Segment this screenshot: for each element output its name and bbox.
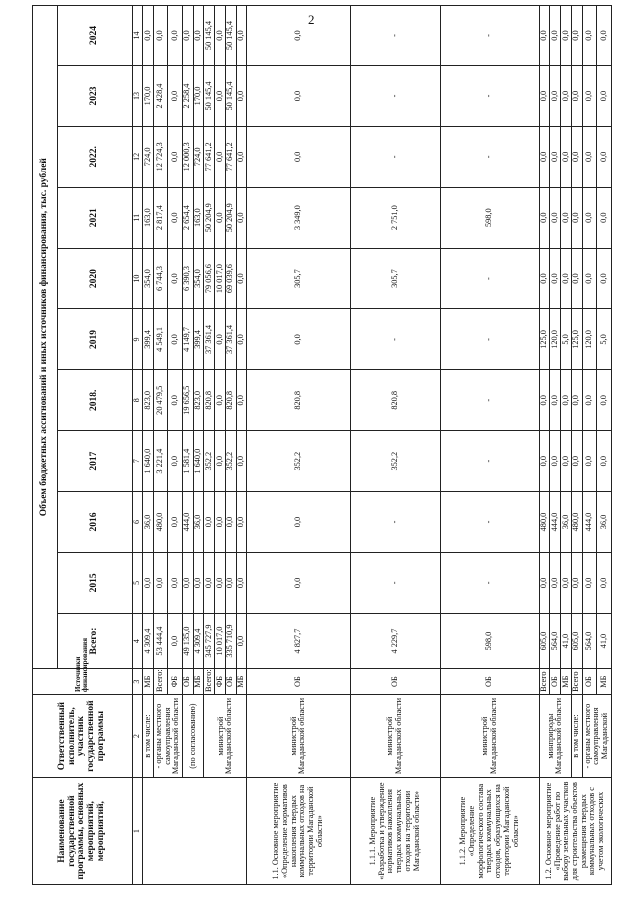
- executor-label: - органы местного самоуправления Магаданской области: [153, 694, 182, 777]
- source-cell: МБ: [597, 669, 612, 695]
- year-value-cell: 37 361,4: [225, 309, 236, 370]
- year-value-cell: 0,0: [225, 552, 236, 613]
- header-year: 2016: [57, 492, 132, 553]
- year-value-cell: 352,2: [350, 431, 440, 492]
- header-year: 2020: [57, 248, 132, 309]
- year-value-cell: 2 751,0: [350, 187, 440, 248]
- column-number-row: [132, 6, 142, 885]
- total-value-cell: 4 229,7: [350, 613, 440, 669]
- year-value-cell: 170,0: [143, 66, 154, 127]
- year-value-cell: 0,0: [582, 66, 597, 127]
- total-value-cell: 605,0: [539, 613, 550, 669]
- year-value-cell: -: [440, 66, 539, 127]
- executor-label: минприроды Магаданской области: [539, 694, 571, 777]
- year-value-cell: 19 656,5: [182, 370, 193, 431]
- year-value-cell: 6 390,3: [182, 248, 193, 309]
- year-value-cell: 3 349,0: [247, 187, 350, 248]
- source-cell: ОБ: [247, 669, 350, 695]
- total-value-cell: 335 710,9: [225, 613, 236, 669]
- source-cell: Всего: [539, 669, 550, 695]
- year-value-cell: 0,0: [236, 370, 247, 431]
- year-value-cell: 12 000,3: [182, 126, 193, 187]
- year-value-cell: -: [350, 492, 440, 553]
- year-value-cell: 10 017,0: [215, 248, 226, 309]
- year-value-cell: 820,8: [247, 370, 350, 431]
- year-value-cell: -: [440, 309, 539, 370]
- year-value-cell: 354,0: [143, 248, 154, 309]
- year-value-cell: 0,0: [168, 126, 183, 187]
- year-value-cell: 0,0: [561, 6, 572, 66]
- year-value-cell: 0,0: [571, 6, 582, 66]
- year-value-cell: 0,0: [571, 248, 582, 309]
- year-value-cell: -: [350, 552, 440, 613]
- year-value-cell: 3 221,4: [153, 431, 168, 492]
- year-value-cell: 0,0: [561, 248, 572, 309]
- year-value-cell: 598,0: [440, 187, 539, 248]
- col-num: 14: [132, 6, 142, 66]
- source-cell: ОБ: [182, 669, 193, 695]
- activity-name: 1.1. Основное мероприятие «Определение нормативов накопления твердых коммунальных отходов на территории Магаданской области»: [247, 778, 350, 885]
- year-value-cell: 0,0: [168, 66, 183, 127]
- total-value-cell: 4 309,4: [193, 613, 204, 669]
- col-num: 1: [132, 778, 142, 885]
- year-value-cell: 0,0: [582, 431, 597, 492]
- source-cell: МБ: [561, 669, 572, 695]
- year-value-cell: 50 204,9: [204, 187, 215, 248]
- total-value-cell: 53 444,4: [153, 613, 168, 669]
- header-year: 2019: [57, 309, 132, 370]
- year-value-cell: 0,0: [204, 552, 215, 613]
- year-value-cell: 0,0: [597, 126, 612, 187]
- year-value-cell: 0,0: [247, 492, 350, 553]
- header-year: 2015: [57, 552, 132, 613]
- year-value-cell: 0,0: [550, 248, 561, 309]
- year-value-cell: 305,7: [247, 248, 350, 309]
- year-value-cell: 170,0: [193, 66, 204, 127]
- year-value-cell: -: [440, 552, 539, 613]
- year-value-cell: 0,0: [247, 6, 350, 66]
- year-value-cell: 77 641,2: [225, 126, 236, 187]
- year-value-cell: 0,0: [597, 66, 612, 127]
- total-value-cell: 10 017,0: [215, 613, 226, 669]
- year-value-cell: 0,0: [571, 187, 582, 248]
- year-value-cell: 0,0: [204, 492, 215, 553]
- source-cell: ФБ: [215, 669, 226, 695]
- year-value-cell: 0,0: [582, 6, 597, 66]
- year-value-cell: 0,0: [571, 66, 582, 127]
- header-year: 2024: [57, 6, 132, 66]
- year-value-cell: 125,0: [571, 309, 582, 370]
- year-value-cell: 36,0: [561, 492, 572, 553]
- year-value-cell: 0,0: [182, 6, 193, 66]
- name-cell-empty: [143, 778, 247, 885]
- header-year: 2017: [57, 431, 132, 492]
- year-value-cell: 354,0: [193, 248, 204, 309]
- year-value-cell: 0,0: [153, 552, 168, 613]
- year-value-cell: 36,0: [193, 492, 204, 553]
- header-year: 2023: [57, 66, 132, 127]
- source-cell: ОБ: [225, 669, 236, 695]
- year-value-cell: 0,0: [571, 552, 582, 613]
- total-value-cell: 0,0: [236, 613, 247, 669]
- year-value-cell: 0,0: [597, 552, 612, 613]
- year-value-cell: 0,0: [215, 431, 226, 492]
- year-value-cell: 77 641,2: [204, 126, 215, 187]
- year-value-cell: 1 581,4: [182, 431, 193, 492]
- year-value-cell: 0,0: [168, 309, 183, 370]
- year-value-cell: 1 640,0: [143, 431, 154, 492]
- year-value-cell: 0,0: [539, 66, 550, 127]
- year-value-cell: 0,0: [168, 552, 183, 613]
- year-value-cell: 5,0: [597, 309, 612, 370]
- year-value-cell: -: [440, 126, 539, 187]
- year-value-cell: 125,0: [539, 309, 550, 370]
- funding-table: [32, 5, 612, 885]
- year-value-cell: 823,0: [143, 370, 154, 431]
- executor-label: в том числе:: [571, 694, 582, 777]
- year-value-cell: 444,0: [182, 492, 193, 553]
- year-value-cell: 352,2: [225, 431, 236, 492]
- header-year: 2022.: [57, 126, 132, 187]
- year-value-cell: 0,0: [143, 6, 154, 66]
- year-value-cell: 0,0: [561, 431, 572, 492]
- year-value-cell: 4 549,1: [153, 309, 168, 370]
- source-cell: Всего:: [153, 669, 168, 695]
- source-cell: Всего:: [204, 669, 215, 695]
- year-value-cell: -: [350, 66, 440, 127]
- year-value-cell: 0,0: [193, 552, 204, 613]
- year-value-cell: 0,0: [582, 126, 597, 187]
- table-row: [153, 6, 168, 885]
- year-value-cell: 0,0: [550, 6, 561, 66]
- year-value-cell: 0,0: [225, 492, 236, 553]
- total-value-cell: 564,0: [550, 613, 561, 669]
- year-value-cell: -: [350, 309, 440, 370]
- col-num: 5: [132, 552, 142, 613]
- year-value-cell: 120,0: [582, 309, 597, 370]
- year-value-cell: 2 428,4: [153, 66, 168, 127]
- year-value-cell: 0,0: [571, 126, 582, 187]
- year-value-cell: 0,0: [236, 126, 247, 187]
- total-value-cell: 605,0: [571, 613, 582, 669]
- source-cell: ОБ: [350, 669, 440, 695]
- year-value-cell: -: [350, 6, 440, 66]
- year-value-cell: 0,0: [550, 431, 561, 492]
- table-row: [204, 6, 215, 885]
- source-cell: ОБ: [550, 669, 561, 695]
- activity-name: 1.1.2. Мероприятие «Определение морфологического состава твердых коммунальных отходов, образующихся на территории Магаданской области»: [440, 778, 539, 885]
- activity-name: 1.1.1. Мероприятие «Разработка и утверждение нормативов накопления твердых коммунальных отходов на территории Магаданской области»: [350, 778, 440, 885]
- col-num: 4: [132, 613, 142, 669]
- year-value-cell: 0,0: [582, 552, 597, 613]
- col-num: 2: [132, 694, 142, 777]
- year-value-cell: 50 145,4: [225, 66, 236, 127]
- header-group: Объем бюджетных ассигнований и иных источников финансирования, тыс. рублей: [33, 6, 58, 669]
- year-value-cell: 37 361,4: [204, 309, 215, 370]
- year-value-cell: 0,0: [550, 66, 561, 127]
- year-value-cell: 163,0: [193, 187, 204, 248]
- col-num: 11: [132, 187, 142, 248]
- executor-label: в том числе:: [143, 694, 154, 777]
- year-value-cell: 1 640,0: [193, 431, 204, 492]
- source-cell: ОБ: [582, 669, 597, 695]
- year-value-cell: 0,0: [539, 431, 550, 492]
- year-value-cell: 0,0: [236, 492, 247, 553]
- year-value-cell: 0,0: [247, 66, 350, 127]
- total-value-cell: 564,0: [582, 613, 597, 669]
- total-value-cell: 41,0: [561, 613, 572, 669]
- year-value-cell: 0,0: [236, 309, 247, 370]
- year-value-cell: 444,0: [582, 492, 597, 553]
- year-value-cell: 120,0: [550, 309, 561, 370]
- total-value-cell: 4 309,4: [143, 613, 154, 669]
- year-value-cell: 0,0: [236, 248, 247, 309]
- col-num: 7: [132, 431, 142, 492]
- source-cell: Всего: [571, 669, 582, 695]
- year-value-cell: 305,7: [350, 248, 440, 309]
- year-value-cell: 5,0: [561, 309, 572, 370]
- year-value-cell: 0,0: [215, 492, 226, 553]
- year-value-cell: 12 724,3: [153, 126, 168, 187]
- header-total: Всего:: [57, 613, 132, 669]
- activity-row: [350, 6, 440, 885]
- year-value-cell: 50 145,4: [204, 6, 215, 66]
- year-value-cell: 0,0: [582, 248, 597, 309]
- year-value-cell: 0,0: [561, 552, 572, 613]
- col-num: 9: [132, 309, 142, 370]
- year-value-cell: 0,0: [539, 126, 550, 187]
- year-value-cell: 0,0: [561, 66, 572, 127]
- year-value-cell: 0,0: [236, 66, 247, 127]
- executor-cell: министрой Магаданской области: [440, 694, 539, 777]
- year-value-cell: 0,0: [539, 370, 550, 431]
- year-value-cell: 820,8: [350, 370, 440, 431]
- year-value-cell: -: [440, 431, 539, 492]
- source-cell: ФБ: [168, 669, 183, 695]
- total-value-cell: 345 727,9: [204, 613, 215, 669]
- year-value-cell: 0,0: [182, 552, 193, 613]
- col-num: 8: [132, 370, 142, 431]
- year-value-cell: 480,0: [153, 492, 168, 553]
- year-value-cell: -: [350, 126, 440, 187]
- year-value-cell: 0,0: [582, 370, 597, 431]
- year-value-cell: 724,0: [193, 126, 204, 187]
- year-value-cell: 0,0: [561, 126, 572, 187]
- executor-cell: министрой Магаданской области: [247, 694, 350, 777]
- year-value-cell: 163,0: [143, 187, 154, 248]
- activity-name: 1.2. Основное мероприятие «Проведение работ по выбору земельных участков для строительства объектов размещения твердых коммунальных отходов с учетом экологических: [539, 778, 611, 885]
- year-value-cell: 2 258,4: [182, 66, 193, 127]
- year-value-cell: 352,2: [204, 431, 215, 492]
- year-value-cell: 0,0: [215, 309, 226, 370]
- year-value-cell: 823,0: [193, 370, 204, 431]
- year-value-cell: 0,0: [571, 431, 582, 492]
- year-value-cell: -: [440, 370, 539, 431]
- table-row: [571, 6, 582, 885]
- year-value-cell: 50 204,9: [225, 187, 236, 248]
- year-value-cell: -: [440, 492, 539, 553]
- year-value-cell: 0,0: [247, 552, 350, 613]
- year-value-cell: 399,4: [193, 309, 204, 370]
- source-cell: ОБ: [440, 669, 539, 695]
- year-value-cell: 0,0: [215, 6, 226, 66]
- year-value-cell: 0,0: [561, 370, 572, 431]
- source-cell: МБ: [236, 669, 247, 695]
- col-num: 12: [132, 126, 142, 187]
- year-value-cell: 0,0: [597, 248, 612, 309]
- year-value-cell: 0,0: [597, 431, 612, 492]
- year-value-cell: 0,0: [571, 370, 582, 431]
- year-value-cell: 36,0: [143, 492, 154, 553]
- year-value-cell: 50 145,4: [204, 66, 215, 127]
- year-value-cell: 0,0: [168, 431, 183, 492]
- header-year: 2021: [57, 187, 132, 248]
- header-executor: Ответственный исполнитель, участник государственной программы: [33, 694, 133, 777]
- year-value-cell: 0,0: [597, 370, 612, 431]
- year-value-cell: 2 654,4: [182, 187, 193, 248]
- year-value-cell: 0,0: [236, 6, 247, 66]
- year-value-cell: 0,0: [597, 6, 612, 66]
- year-value-cell: 0,0: [236, 187, 247, 248]
- total-value-cell: 4 827,7: [247, 613, 350, 669]
- total-value-cell: 0,0: [168, 613, 183, 669]
- source-cell: МБ: [143, 669, 154, 695]
- col-num: 6: [132, 492, 142, 553]
- year-value-cell: 0,0: [539, 6, 550, 66]
- year-value-cell: 0,0: [236, 552, 247, 613]
- year-value-cell: 0,0: [193, 6, 204, 66]
- year-value-cell: 0,0: [168, 492, 183, 553]
- year-value-cell: 0,0: [215, 552, 226, 613]
- rotated-table-container: [32, 5, 612, 885]
- year-value-cell: 0,0: [561, 187, 572, 248]
- activity-row: [247, 6, 350, 885]
- year-value-cell: -: [440, 248, 539, 309]
- total-value-cell: 49 135,0: [182, 613, 193, 669]
- col-num: 10: [132, 248, 142, 309]
- year-value-cell: 724,0: [143, 126, 154, 187]
- year-value-cell: 0,0: [539, 187, 550, 248]
- table-row: [582, 6, 597, 885]
- year-value-cell: 820,8: [225, 370, 236, 431]
- year-value-cell: 20 479,5: [153, 370, 168, 431]
- year-value-cell: 0,0: [550, 552, 561, 613]
- year-value-cell: 0,0: [550, 370, 561, 431]
- year-value-cell: 4 149,7: [182, 309, 193, 370]
- table-row: [143, 6, 154, 885]
- year-value-cell: 0,0: [215, 66, 226, 127]
- year-value-cell: 0,0: [168, 6, 183, 66]
- executor-label: - органы местного самоуправления Магаданской: [582, 694, 611, 777]
- page-number: 2: [308, 12, 315, 27]
- table-row: [539, 6, 550, 885]
- year-value-cell: 0,0: [247, 309, 350, 370]
- year-value-cell: 0,0: [550, 126, 561, 187]
- executor-label: (по согласованию): [182, 694, 203, 777]
- total-value-cell: 598,0: [440, 613, 539, 669]
- year-value-cell: 480,0: [539, 492, 550, 553]
- year-value-cell: 0,0: [215, 187, 226, 248]
- year-value-cell: 79 056,6: [204, 248, 215, 309]
- source-cell: МБ: [193, 669, 204, 695]
- year-value-cell: 0,0: [597, 187, 612, 248]
- header-source: Источники финансирования: [33, 669, 133, 695]
- year-value-cell: 480,0: [571, 492, 582, 553]
- year-value-cell: 36,0: [597, 492, 612, 553]
- year-value-cell: 0,0: [153, 6, 168, 66]
- year-value-cell: 444,0: [550, 492, 561, 553]
- year-value-cell: 0,0: [539, 248, 550, 309]
- col-num: 13: [132, 66, 142, 127]
- executor-cell: министрой Магаданской области: [350, 694, 440, 777]
- header-name: Наименование государственной программы, основных мероприятий, мероприятий,: [33, 778, 133, 885]
- year-value-cell: 0,0: [247, 126, 350, 187]
- year-value-cell: 2 817,4: [153, 187, 168, 248]
- year-value-cell: 399,4: [143, 309, 154, 370]
- year-value-cell: 0,0: [550, 187, 561, 248]
- year-value-cell: 0,0: [168, 248, 183, 309]
- year-value-cell: -: [440, 6, 539, 66]
- year-value-cell: 0,0: [539, 552, 550, 613]
- year-value-cell: 0,0: [236, 431, 247, 492]
- year-value-cell: 0,0: [582, 187, 597, 248]
- year-value-cell: 0,0: [168, 187, 183, 248]
- year-value-cell: 0,0: [215, 370, 226, 431]
- year-value-cell: 50 145,4: [225, 6, 236, 66]
- year-value-cell: 6 744,3: [153, 248, 168, 309]
- activity-row: [440, 6, 539, 885]
- executor-label: министрой Магаданской области: [204, 694, 247, 777]
- col-num: 3: [132, 669, 142, 695]
- total-value-cell: 41,0: [597, 613, 612, 669]
- table-row: [182, 6, 193, 885]
- header-year: 2018.: [57, 370, 132, 431]
- year-value-cell: 0,0: [143, 552, 154, 613]
- year-value-cell: 69 039,6: [225, 248, 236, 309]
- year-value-cell: 0,0: [168, 370, 183, 431]
- year-value-cell: 352,2: [247, 431, 350, 492]
- year-value-cell: 0,0: [215, 126, 226, 187]
- year-value-cell: 820,8: [204, 370, 215, 431]
